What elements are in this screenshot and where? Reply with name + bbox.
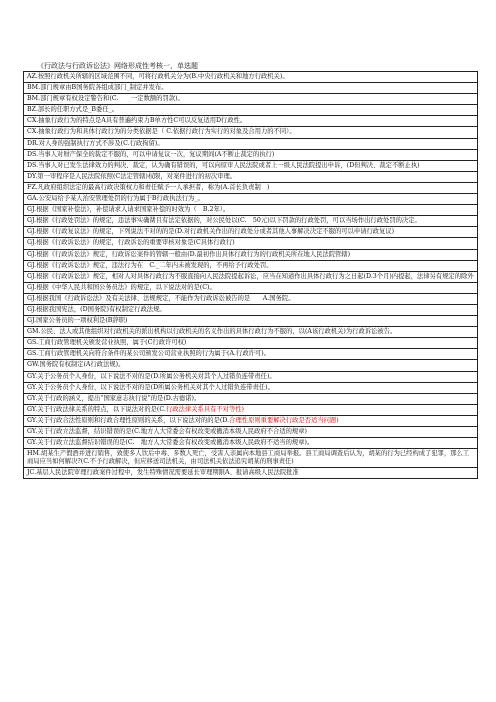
question-text: GJ.根据《中华人民共和国公务员法》的规定，以下说法对的是(C)。	[27, 283, 216, 291]
question-row	[24, 149, 478, 160]
question-cell	[24, 282, 478, 293]
question-text: FZ.凡政府组织法定的最高行政决策权力和责任赋予一人承担者，称为(A.首长负责制 )	[27, 183, 270, 191]
question-row	[24, 238, 478, 249]
question-cell	[24, 72, 478, 83]
question-row	[24, 205, 478, 216]
question-text: DS.当事人对已发生法律效力的判决、裁定，认为确有错误的，可以向原审人民法院或者上一级人民法院提出申诉，(D但判决、裁定不断止执)	[27, 161, 420, 169]
question-cell	[24, 138, 478, 149]
question-row	[24, 260, 478, 271]
question-text: DY.第一审程序是人民法院依照(C法定管辖)权限，对案件进行的初次审理。	[27, 172, 237, 180]
question-row	[24, 160, 478, 171]
question-cell	[24, 127, 478, 138]
question-row	[24, 116, 478, 127]
question-cell	[24, 182, 478, 193]
question-text: GW.国务院有权制定(A行政法规)。	[27, 361, 125, 369]
question-cell	[24, 382, 478, 393]
question-cell	[24, 371, 478, 382]
question-cell	[24, 293, 478, 304]
question-row	[24, 316, 478, 327]
question-cell	[24, 427, 478, 438]
question-text: GS.工商行政管理机关向符合条件的某公司颁发公司营业执照的行为属于(A.行政许可)。	[27, 350, 270, 358]
question-cell	[24, 360, 478, 371]
question-cell	[24, 260, 478, 271]
question-cell	[24, 249, 478, 260]
question-text: GY.关于行政立法监督，结识错误的是(C.地方人大常委会有权改变或撤消本级人民政府不合适的规章)	[27, 428, 307, 435]
question-cell	[24, 316, 478, 327]
question-text: GJ.根据《国家补偿法》，补偿请求人请求国家补偿的时效为（ B.2年）。	[27, 206, 230, 214]
question-text: CX.抽象行政行为和具体行政行为的分类依据是（ C.依据行政行为实行的对象及合用力的不同）。	[27, 128, 296, 136]
question-text: GM.公民、法人或其他组织对行政机关的派出机构以行政机关的名义作出的具体行政行为不服的，以(A该行政机关)为行政诉讼被告。	[27, 328, 397, 336]
question-row	[24, 83, 478, 94]
question-cell	[24, 393, 478, 404]
question-row	[24, 404, 478, 415]
question-cell	[24, 194, 478, 205]
question-text: GY.关于行政的涵义，提出“国家意志执行说”的是(D.古德诺)。	[27, 394, 201, 402]
question-text: GJ.根据《行政处罚法》的规定，违法事实确凿且有法定依据的，对公民处以(C. 50元)以下罚款的行政处罚，可以当场作出行政处罚的决定。	[27, 217, 421, 225]
question-row	[24, 415, 478, 426]
question-text: GJ.根据我国宪法，(D国务院)有权制定行政法规。	[27, 305, 166, 313]
question-text: GY.关于公务员个人身份，以下说法不对的是(D所属公务机关对其个人过错负连带责任)。	[27, 383, 274, 391]
question-table	[23, 71, 478, 479]
question-row	[24, 171, 478, 182]
question-row	[24, 304, 478, 315]
question-cell	[24, 271, 478, 282]
question-cell	[24, 160, 478, 171]
question-cell	[24, 171, 478, 182]
question-text: GJ.根据我国《行政诉讼法》及有关法律、法规规定，不能作为行政诉讼被告的是 A.国务院。	[27, 294, 295, 302]
question-row	[24, 138, 478, 149]
question-text: JC.基层人民法院审理行政案件过程中，发生特殊情况需要延长审理期限A、报请高级人民法院批准	[27, 469, 299, 477]
question-text: GJ.根据《行政复议法》的规定，下列说法不对的的是(D.对行政机关作出的行政处分或者其他人事解决决定不服的可以申请行政复议)	[27, 228, 395, 236]
question-row	[24, 327, 478, 338]
question-row	[24, 194, 478, 205]
question-cell	[24, 83, 478, 94]
question-text: GJ.国家公务员的一项权利是(B辞职)	[27, 317, 128, 325]
question-row	[24, 449, 478, 468]
question-row	[24, 338, 478, 349]
question-text: GJ.根据《行政诉讼法》规定，违法行为在 C._二年内未被发现的，不再给予行政处罚。	[27, 261, 273, 269]
question-cell	[24, 468, 478, 479]
question-row	[24, 227, 478, 238]
question-text: BM.部门规章由B国务院各组成部门_制定并发布。	[27, 84, 168, 92]
question-text: GJ.根据《行政诉讼法》规定，行政诉讼案件的管辖一般由(D.最初作出具体行政行为的行政机关所在地人民法院管辖)	[27, 250, 351, 258]
question-row	[24, 427, 478, 438]
question-row	[24, 182, 478, 193]
question-text: GY.关于行政合法性原则和行政合理性原则的关系，以下说法对的的是(D.	[27, 416, 230, 424]
question-row	[24, 127, 478, 138]
question-cell	[24, 438, 478, 449]
question-text: DR.对人身的强制执行方式不涉及(C.行政拘留)。	[27, 139, 164, 147]
question-row	[24, 249, 478, 260]
question-text: DS.当事人对财产保全的裁定不服的，可以申请复议一次，复议期间(A不断止裁定的执行)	[27, 150, 275, 158]
question-text: GS.工商行政管理机关颁发营业执照，属于(C行政许可权)	[27, 339, 187, 347]
question-row	[24, 216, 478, 227]
question-cell	[24, 449, 478, 468]
question-cell	[24, 149, 478, 160]
question-text: AZ.按照行政机关所辖的区域范围不同，可将行政机关分为(B.中央行政机关和地方行政机关)。	[27, 73, 289, 80]
question-row	[24, 371, 478, 382]
question-text: GJ.根据《行政诉讼法》规定，相对人对具体行政行为不服直接向人民法院提起诉讼，应当在知道作出具体行政行为之日起(D.3个月)内提起，法律另有规定的除外	[27, 272, 474, 280]
question-row	[24, 393, 478, 404]
question-row	[24, 468, 478, 479]
question-cell	[24, 105, 478, 116]
question-cell	[24, 404, 478, 415]
question-row	[24, 282, 478, 293]
question-text: GY.关于行政立法监督结识错误的是(C. 地方人大常委会有权改变或撤消本级人民政府不适当的规章)。	[27, 439, 314, 447]
question-cell	[24, 116, 478, 127]
question-cell	[24, 327, 478, 338]
question-row	[24, 105, 478, 116]
question-row	[24, 72, 478, 83]
question-cell	[24, 304, 478, 315]
question-cell	[24, 205, 478, 216]
question-row	[24, 438, 478, 449]
question-row	[24, 94, 478, 105]
answer-highlight: 行政法律关系具有不对等性)	[165, 405, 244, 413]
question-row	[24, 293, 478, 304]
question-text: HM.胡某生产假酒并进行销售，致使多人饮后中毒、多数人死亡，受害人亲属向本地县工商局举报。县工商局调查后认为，胡某的行为已经构成了犯罪，那么工商局应当如何解决?(C.不予行政解决，但应移送司法机关，由司法机关依法追究胡某的刑事责任)	[27, 450, 470, 466]
question-cell	[24, 415, 478, 426]
question-text: BZ.部长的任职方式是_B委任_。	[27, 106, 119, 114]
document-title: 《行政法与行政诉讼法》网络形成性考核一、单选题	[37, 62, 198, 70]
question-cell	[24, 238, 478, 249]
question-cell	[24, 227, 478, 238]
question-row	[24, 382, 478, 393]
question-row	[24, 360, 478, 371]
question-text: GY.关于公务员个人身份，以下说法不对的是(D.所属公务机关对其个人过错负连带责任)。	[27, 372, 276, 380]
question-cell	[24, 94, 478, 105]
question-row	[24, 271, 478, 282]
question-text: GY.关于行政法律关系的特点，以下说法对的是(C.	[27, 405, 166, 413]
question-text: CX.抽象行政行为的特点是A具有普遍约束力B单方性C可以反复适用D行政性。	[27, 117, 247, 125]
question-text: GJ.根据《行政诉讼法》的规定，行政诉讼的重要审核对象是(C具体行政行)	[27, 239, 235, 247]
question-cell	[24, 216, 478, 227]
question-text: GA.公安局给予某人治安管理处罚的行为属于B行政执法行为_。	[27, 195, 204, 203]
question-cell	[24, 338, 478, 349]
question-text: BM.部门规章有权设定警告和(C. 一定数额的罚款)。	[27, 95, 184, 103]
question-row	[24, 349, 478, 360]
question-cell	[24, 349, 478, 360]
answer-highlight: 合理性原则重要解决行政是否适当问题)	[229, 416, 339, 424]
